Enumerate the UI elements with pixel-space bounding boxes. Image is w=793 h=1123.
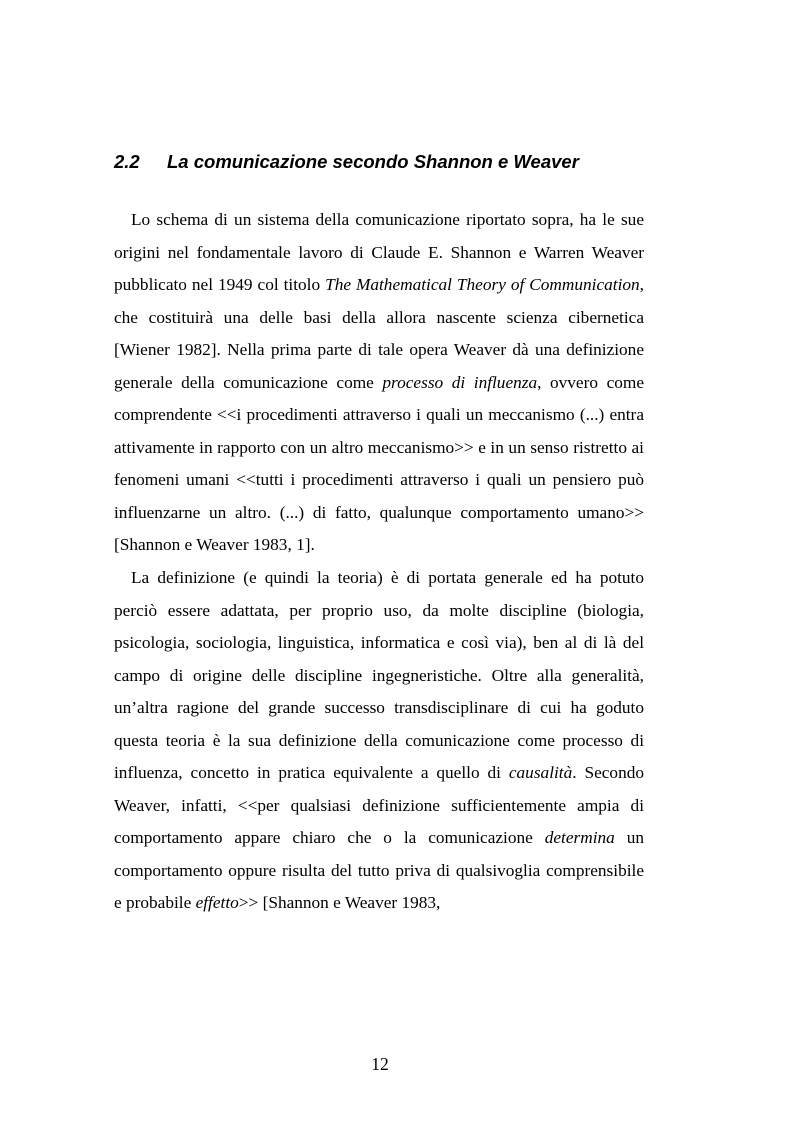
text-run: . Secondo Weaver, infatti, <<per qualsiasi definizione sufficientemente ampia di comportamento appare chiaro che o la comunicazione xyxy=(114,763,644,848)
italic-term: effetto xyxy=(195,893,239,913)
section-title: La comunicazione secondo Shannon e Weaver xyxy=(167,151,579,172)
text-run: un comportamento oppure risulta del tutto priva di qualsivoglia comprensibile e probabile xyxy=(114,828,644,913)
text-run: >> [Shannon e Weaver 1983, xyxy=(238,893,441,913)
italic-term: processo di influenza xyxy=(382,372,538,392)
text-run: , che costituirà una delle basi della allora nascente scienza cibernetica [Wiener 1982]. Nella prima parte di tale opera Weaver dà una definizione generale della comunicazione come xyxy=(114,275,644,392)
paragraph-1 xyxy=(114,204,644,562)
italic-term: causalità xyxy=(508,763,573,783)
body-text xyxy=(114,204,644,920)
page-number: 12 xyxy=(371,1054,389,1074)
text-run: La definizione (e quindi la teoria) è di portata generale ed ha potuto perciò essere adattata, per proprio uso, da molte discipline (biologia, psicologia, sociologia, linguistica, informatica e così via), ben al di là del campo di origine delle discipline ingegneristiche. Oltre alla generalità, un’altra ragione del grande successo transdisciplinare di cui ha goduto questa teoria è la sua definizione della comunicazione come processo di influenza, concetto in pratica equivalente a quello di xyxy=(114,568,644,783)
paragraph-2 xyxy=(114,562,644,920)
text-run: , ovvero come comprendente <<i procedimenti attraverso i quali un meccanismo (...) entra attivamente in rapporto con un altro meccanismo>> e in un senso ristretto ai fenomeni umani <<tutti i procedimenti attraverso i quali un pensiero può influenzarne un altro. (...) di fatto, qualunque comportamento umano>> [Shannon e Weaver 1983, 1]. xyxy=(114,372,644,555)
section-number: 2.2 xyxy=(114,151,140,172)
text-run: Lo schema di un sistema della comunicazione riportato sopra, ha le sue origini nel fondamentale lavoro di Claude E. Shannon e Warren Weaver pubblicato nel 1949 col titolo xyxy=(114,210,644,295)
italic-term: determina xyxy=(544,828,615,848)
section-heading xyxy=(114,150,674,174)
book-title: The Mathematical Theory of Communication xyxy=(325,275,640,295)
